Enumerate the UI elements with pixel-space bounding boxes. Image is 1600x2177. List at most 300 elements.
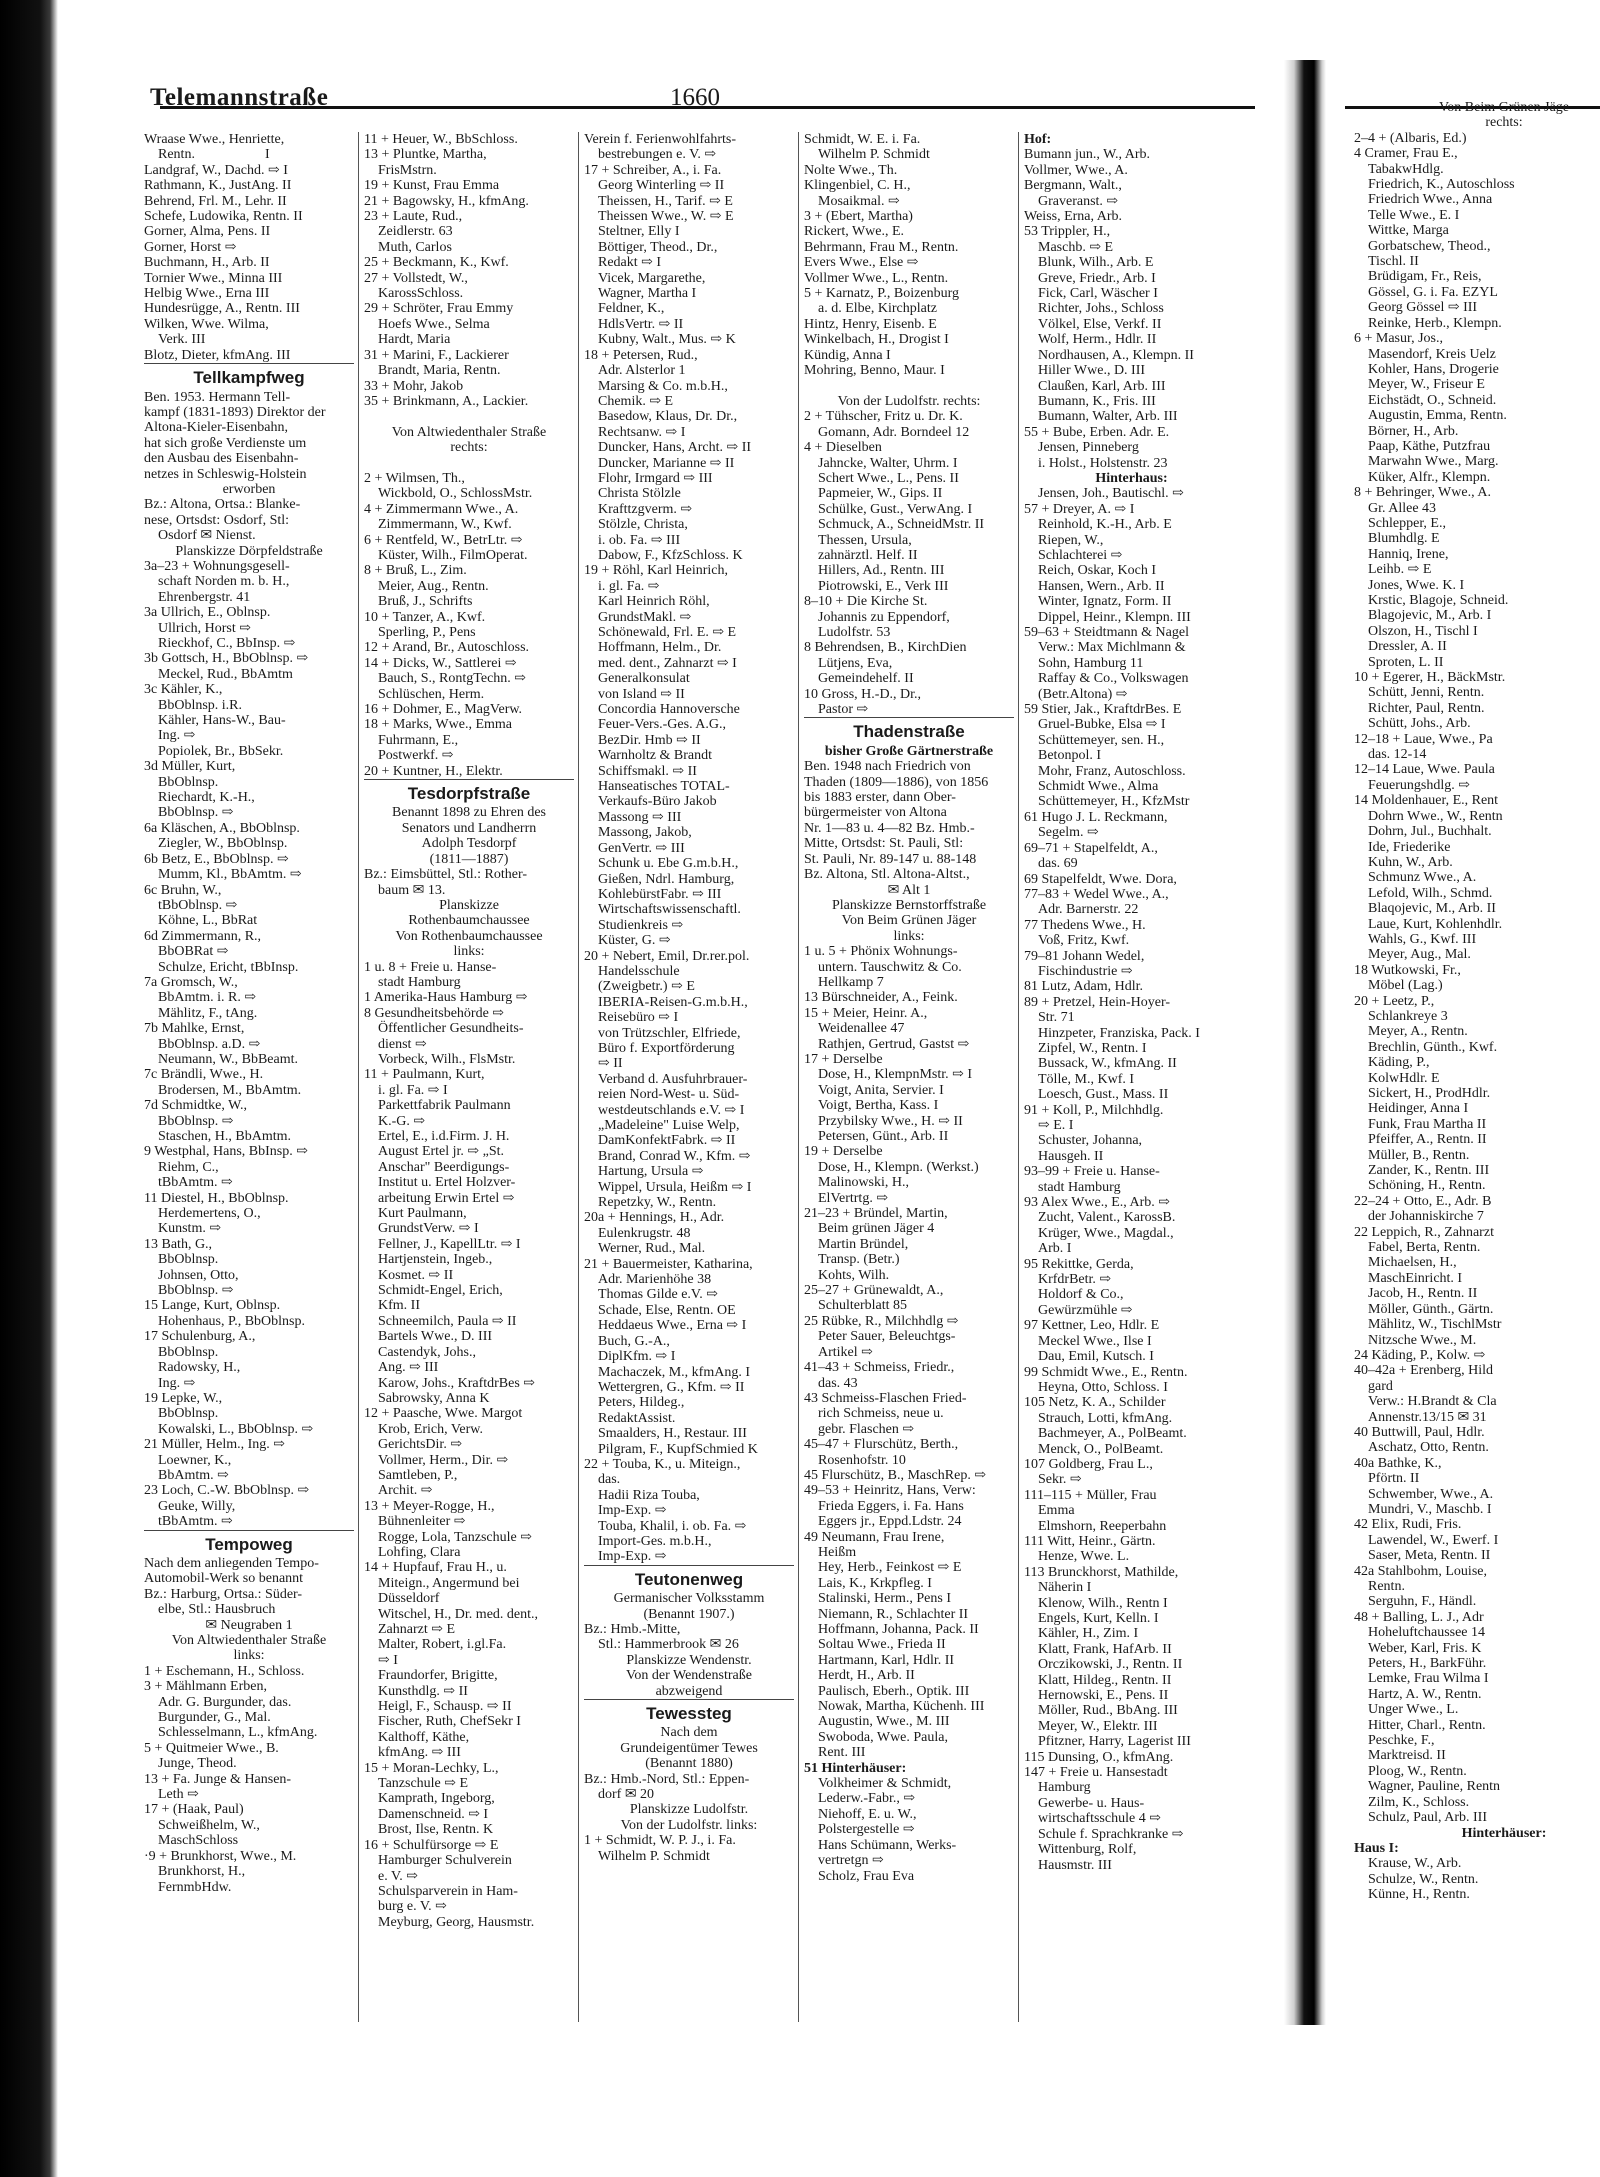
directory-entry: Hof: <box>1024 132 1052 147</box>
directory-entry: 20 + Nebert, Emil, Dr.rer.pol. <box>584 948 750 964</box>
directory-entry: Pilgram, F., KupfSchmied K <box>598 1441 758 1457</box>
directory-entry: 93 Alex Wwe., E., Arb. ⇨ <box>1024 1195 1171 1211</box>
directory-entry: Gewerbe- u. Haus- <box>1038 1795 1145 1811</box>
directory-entry: Hoheluftchaussee 14 <box>1368 1625 1486 1641</box>
directory-entry: Helbig Wwe., Erna III <box>144 286 270 302</box>
directory-entry: Paap, Käthe, Putzfrau <box>1368 438 1491 454</box>
directory-entry: Handelsschule <box>598 963 680 979</box>
directory-entry: 22–24 + Otto, E., Adr. B <box>1354 1193 1492 1209</box>
directory-entry: Lederw.-Fabr., ⇨ <box>818 1791 916 1807</box>
directory-entry: 99 Schmidt Wwe., E., Rentn. <box>1024 1364 1188 1380</box>
directory-entry: Dressler, A. II <box>1368 639 1447 655</box>
directory-entry: Müller, B., Rentn. <box>1368 1147 1470 1163</box>
directory-entry: 14 Moldenhauer, E., Rent <box>1354 793 1499 809</box>
directory-entry: (Betr.Altona) ⇨ <box>1038 686 1128 702</box>
directory-entry: netzes in Schleswig-Holstein <box>144 466 307 482</box>
directory-entry: Heyna, Otto, Schloss. I <box>1038 1379 1168 1395</box>
directory-entry: 42 Elix, Rudi, Fris. <box>1354 1517 1462 1533</box>
directory-entry: Zipfel, W., Rentn. I <box>1038 1040 1147 1056</box>
directory-entry: Schöning, H., Rentn. <box>1368 1178 1486 1194</box>
directory-entry: Gruel-Bubke, Elsa ⇨ I <box>1038 717 1166 733</box>
directory-entry: med. dent., Zahnarzt ⇨ I <box>598 655 737 671</box>
directory-entry: 49–53 + Heinritz, Hans, Verw: <box>804 1483 976 1499</box>
directory-entry: Serguhn, F., Händl. <box>1368 1594 1477 1610</box>
street-heading: Tewessteg <box>584 1699 794 1725</box>
directory-entry: 21 + Bagowsky, H., kfmAng. <box>364 193 529 209</box>
directory-entry: Wraase Wwe., Henriette, <box>144 132 285 147</box>
directory-entry: von Island ⇨ II <box>598 686 685 702</box>
directory-entry: Funk, Frau Martha II <box>1368 1116 1487 1132</box>
directory-entry: Vollmer, Wwe., A. <box>1024 162 1128 178</box>
directory-entry: Peters, Hildeg., <box>598 1395 685 1411</box>
directory-entry: Hamburg <box>1038 1780 1091 1796</box>
directory-entry: Blumhdlg. E <box>1368 531 1440 547</box>
directory-entry: untern. Tauschwitz & Co. <box>818 959 962 975</box>
directory-entry: Rathmann, K., JustAng. II <box>144 178 292 194</box>
directory-entry: 79–81 Johann Wedel, <box>1024 948 1145 964</box>
directory-entry: Ing. ⇨ <box>158 728 196 744</box>
directory-entry: Möller, Günth., Gärtn. <box>1368 1301 1494 1317</box>
directory-entry: Hiller Wwe., D. III <box>1038 363 1146 379</box>
directory-entry: Schlachterei ⇨ <box>1038 547 1123 563</box>
directory-entry: Schütt, Johs., Arb. <box>1368 716 1471 732</box>
directory-entry: 6d Zimmermann, R., <box>144 928 262 944</box>
directory-entry: 48 + Balling, L. J., Adr <box>1354 1609 1484 1625</box>
directory-entry: 3d Müller, Kurt, <box>144 759 236 775</box>
directory-entry: Adr. Alsterlor 1 <box>598 363 686 379</box>
directory-entry: Schütt, Jenni, Rentn. <box>1368 685 1485 701</box>
directory-entry: Richter, Johs., Schloss <box>1038 301 1164 317</box>
directory-entry: Engels, Kurt, Kelln. I <box>1038 1611 1159 1626</box>
directory-entry: Dohrn Wwe., W., Rentn <box>1368 808 1503 824</box>
directory-entry: 3c Kähler, K., <box>144 682 223 698</box>
directory-entry: ✉ Neugraben 1 <box>205 1617 293 1633</box>
directory-entry: Heidinger, Anna I <box>1368 1101 1469 1117</box>
directory-entry: Rentn. <box>1368 1579 1405 1594</box>
directory-entry: wirtschaftsschule 4 ⇨ <box>1038 1811 1161 1827</box>
directory-entry: 59–63 + Steidtmann & Nagel <box>1024 625 1189 640</box>
directory-entry: Wirtschaftswissenschaftl. <box>598 902 741 918</box>
directory-entry: ·9 + Brunkhorst, Wwe., M. <box>144 1848 297 1864</box>
directory-entry: Augustin, Emma, Rentn. <box>1368 408 1507 424</box>
directory-entry: Von Beim Grünen Jäge <box>1439 100 1569 115</box>
directory-entry: bürgermeister von Altona <box>804 805 947 821</box>
directory-entry: Hundesrügge, A., Rentn. III <box>144 301 300 317</box>
directory-entry: Fabel, Berta, Rentn. <box>1368 1240 1481 1256</box>
directory-entry: 40 Buttwill, Paul, Hdlr. <box>1354 1424 1485 1440</box>
directory-entry: Scholz, Frau Eva <box>818 1868 915 1884</box>
directory-entry: Voigt, Bertha, Kass. I <box>818 1098 939 1114</box>
directory-entry: hat sich große Verdienste um <box>144 435 307 451</box>
directory-entry: Tanzschule ⇨ E <box>378 1776 469 1792</box>
directory-entry: das. 69 <box>1038 856 1078 872</box>
directory-entry: Peters, H., BarkFühr. <box>1368 1656 1487 1672</box>
directory-entry: Nach dem <box>660 1725 718 1741</box>
directory-entry: 6b Betz, E., BbOblnsp. ⇨ <box>144 851 289 867</box>
directory-entry: rechts: <box>450 440 488 456</box>
column-4 <box>804 132 1014 2022</box>
directory-entry: 7b Mahlke, Ernst, <box>144 1021 245 1037</box>
directory-entry: Ziegler, W., BbOblnsp. <box>158 836 288 852</box>
directory-entry: Karl Heinrich Röhl, <box>598 594 710 610</box>
directory-entry: Martin Bründel, <box>818 1236 909 1252</box>
directory-entry: ElVertrtg. ⇨ <box>818 1190 889 1206</box>
directory-entry: Ploog, W., Rentn. <box>1368 1763 1467 1779</box>
street-heading: Tesdorpfstraße <box>364 779 574 805</box>
directory-entry: Käding, P., <box>1368 1055 1430 1071</box>
directory-entry: Von Altwiedenthaler Straße <box>391 424 547 440</box>
directory-entry: Ang. ⇨ III <box>378 1360 439 1376</box>
directory-entry: 1 + Schmidt, W. P. J., i. Fa. <box>584 1833 736 1849</box>
directory-entry: tBbAmtm. ⇨ <box>158 1175 233 1191</box>
directory-entry: Schade, Else, Rentn. OE <box>598 1302 736 1318</box>
directory-entry: Planskizze Dörpfeldstraße <box>175 543 323 559</box>
directory-entry: Meier, Aug., Rentn. <box>378 578 489 594</box>
directory-entry: Ben. 1948 nach Friedrich von <box>804 759 971 775</box>
directory-entry: 14 + Dicks, W., Sattlerei ⇨ <box>364 655 517 671</box>
directory-entry: 5 + Karnatz, P., Boizenburg <box>804 286 959 302</box>
directory-entry: 15 Lange, Kurt, Oblnsp. <box>144 1298 281 1314</box>
directory-entry: Annenstr.13/15 ✉ 31 <box>1368 1409 1487 1425</box>
directory-entry: KrfdrBetr. ⇨ <box>1038 1272 1112 1288</box>
directory-entry: Telle Wwe., E. I <box>1368 207 1460 223</box>
directory-entry: 10 Gross, H.-D., Dr., <box>804 686 922 702</box>
directory-entry: Bergmann, Walt., <box>1024 178 1122 194</box>
directory-entry: 21 Müller, Helm., Ing. ⇨ <box>144 1437 286 1453</box>
directory-entry: Orczikowski, J., Rentn. II <box>1038 1657 1183 1673</box>
directory-entry: Heigl, F., Schausp. ⇨ II <box>378 1699 512 1715</box>
directory-entry: (Benannt 1880) <box>645 1756 733 1772</box>
directory-entry: Hellkamp 7 <box>818 974 884 990</box>
directory-entry: 1 u. 5 + Phönix Wohnungs- <box>804 944 958 960</box>
directory-entry: Repetzky, W., Rentn. <box>598 1195 717 1211</box>
directory-entry: 77–83 + Wedel Wwe., A., <box>1024 886 1169 902</box>
directory-entry: 41–43 + Schmeiss, Friedr., <box>804 1360 955 1376</box>
directory-entry: 105 Netz, K. A., Schilder <box>1024 1395 1166 1411</box>
directory-entry: Kunstm. ⇨ <box>158 1221 222 1237</box>
directory-entry: Niemann, R., Schlachter II <box>818 1606 969 1622</box>
directory-entry: Soltau Wwe., Frieda II <box>818 1637 946 1653</box>
directory-entry: Augustin, Wwe., M. III <box>818 1714 950 1730</box>
directory-entry: Bz.: Eimsbüttel, Stl.: Rother- <box>364 867 528 883</box>
directory-entry: Gössel, G. i. Fa. EZYL <box>1368 284 1498 300</box>
directory-entry: Wagner, Pauline, Rentn <box>1368 1779 1501 1795</box>
directory-entry: Segelm. ⇨ <box>1038 825 1099 841</box>
directory-entry: Peter Sauer, Beleuchtgs- <box>818 1329 956 1345</box>
directory-entry: Ehrenbergstr. 41 <box>158 589 251 605</box>
directory-entry: Johannis zu Eppendorf, <box>818 609 950 625</box>
directory-entry: Landgraf, W., Dachd. ⇨ I <box>144 162 288 178</box>
directory-entry: Planskizze <box>439 897 499 913</box>
directory-entry: Jones, Wwe. K. I <box>1368 577 1465 593</box>
directory-entry: 89 + Pretzel, Hein-Hoyer- <box>1024 994 1171 1010</box>
directory-entry: Eggers jr., Eppd.Ldstr. 24 <box>818 1514 962 1530</box>
directory-entry: 12–18 + Laue, Wwe., Pa <box>1354 731 1493 747</box>
directory-entry: Marwahn Wwe., Marg. <box>1368 454 1499 470</box>
directory-entry: Schwember, Wwe., A. <box>1368 1486 1494 1502</box>
directory-entry: ⇨ E. I <box>1038 1118 1074 1133</box>
directory-entry: 69 Stapelfeldt, Wwe. Dora, <box>1024 871 1177 887</box>
directory-entry: ⇨ I <box>378 1652 398 1668</box>
directory-entry: Brunkhorst, H., <box>158 1864 246 1880</box>
directory-entry: BbOblnsp. ⇨ <box>158 1113 234 1129</box>
directory-entry: tBbAmtm. ⇨ <box>158 1514 233 1530</box>
directory-entry: FernmbHdw. <box>158 1879 232 1895</box>
directory-entry: Schule f. Sprachkranke ⇨ <box>1038 1826 1184 1842</box>
street-heading: Thadenstraße <box>804 717 1014 743</box>
directory-entry: Bachmeyer, A., PolBeamt. <box>1038 1426 1187 1442</box>
directory-entry: Wolf, Herm., Hdlr. II <box>1038 332 1157 348</box>
directory-entry: Smaalders, H., Restaur. III <box>598 1426 747 1442</box>
directory-entry: Gomann, Adr. Borndeel 12 <box>818 424 970 440</box>
directory-entry: Küker, Alfr., Klempn. <box>1368 469 1491 485</box>
directory-entry: i. Holst., Holstenstr. 23 <box>1038 455 1168 471</box>
directory-entry: Brand, Conrad W., Kfm. ⇨ <box>598 1148 751 1164</box>
directory-entry: Haus I: <box>1354 1840 1399 1856</box>
directory-entry: St. Pauli, Nr. 89-147 u. 88-148 <box>804 851 977 867</box>
directory-entry: 18 + Marks, Wwe., Emma <box>364 717 512 733</box>
directory-entry: Concordia Hannoversche <box>598 702 740 718</box>
directory-entry: Schneemilch, Paula ⇨ II <box>378 1313 517 1329</box>
directory-entry: Steltner, Elly I <box>598 224 680 240</box>
directory-entry: Hartz, A. W., Rentn. <box>1368 1686 1482 1702</box>
directory-entry: Volkheimer & Schmidt, <box>818 1776 952 1792</box>
directory-entry: 31 + Marini, F., Lackierer <box>364 347 509 363</box>
directory-entry: 53 Trippler, H., <box>1024 224 1111 240</box>
directory-entry: Kähler, H., Zim. I <box>1038 1626 1139 1642</box>
directory-entry: Hintz, Henry, Eisenb. E <box>804 316 937 332</box>
directory-entry: August Ertel jr. ⇨ „St. <box>378 1144 505 1160</box>
directory-entry: 7d Schmidtke, W., <box>144 1098 248 1114</box>
directory-entry: Kubny, Walt., Mus. ⇨ K <box>598 332 736 348</box>
directory-entry: 18 Wutkowski, Fr., <box>1354 962 1461 978</box>
directory-entry: 25 Rübke, R., Milchhdlg ⇨ <box>804 1313 959 1329</box>
directory-entry: Klatt, Hildeg., Rentn. II <box>1038 1672 1172 1688</box>
directory-entry: 57 + Dreyer, A. ⇨ I <box>1024 501 1135 517</box>
directory-entry: Sekr. ⇨ <box>1038 1472 1082 1488</box>
directory-entry: Wittenburg, Rolf, <box>1038 1842 1137 1858</box>
directory-entry: Weidenallee 47 <box>818 1021 905 1037</box>
directory-entry: 20 + Leetz, P., <box>1354 993 1435 1009</box>
directory-entry: Herdemertens, O., <box>158 1206 261 1222</box>
directory-entry: Geuke, Willy, <box>158 1498 236 1514</box>
directory-entry: 20 + Kuntner, H., Elektr. <box>364 763 503 779</box>
directory-entry: 55 + Bube, Erben. Adr. E. <box>1024 424 1170 440</box>
directory-entry: Paulisch, Eberh., Optik. III <box>818 1683 970 1699</box>
directory-entry: Marktreisd. II <box>1368 1748 1446 1764</box>
directory-entry: Wettergren, G., Kfm. ⇨ II <box>598 1379 745 1395</box>
directory-entry: Reinke, Herb., Klempn. <box>1368 315 1502 331</box>
directory-entry: Wilhelm P. Schmidt <box>818 147 930 163</box>
directory-entry: 45 Flurschütz, B., MaschRep. ⇨ <box>804 1467 987 1483</box>
directory-entry: Hans Schümann, Werks- <box>818 1837 957 1853</box>
directory-entry: Mumm, Kl., BbAmtm. ⇨ <box>158 867 302 883</box>
directory-entry: Bartels Wwe., D. III <box>378 1329 493 1345</box>
directory-entry: Bühnenleiter ⇨ <box>378 1514 466 1530</box>
directory-entry: 111–115 + Müller, Frau <box>1024 1487 1157 1503</box>
directory-entry: Schüttemeyer, sen. H., <box>1038 732 1165 748</box>
directory-entry: Gr. Allee 43 <box>1368 500 1437 516</box>
directory-entry: Pfeiffer, A., Rentn. II <box>1368 1132 1487 1148</box>
column-1 <box>144 132 354 2022</box>
directory-entry: Schmunz Wwe., A. <box>1368 870 1477 886</box>
directory-entry: Anschar" Beerdigungs- <box>378 1159 510 1175</box>
directory-entry: Osdorf ✉ Nienst. <box>158 528 256 544</box>
directory-entry: 19 Lepke, W., <box>144 1390 223 1406</box>
directory-entry: Kosmet. ⇨ II <box>378 1267 454 1283</box>
directory-entry: BezDir. Hmb ⇨ II <box>598 732 701 748</box>
directory-entry: 19 + Röhl, Karl Heinrich, <box>584 563 728 579</box>
column-divider <box>358 132 359 2022</box>
directory-entry: a. d. Elbe, Kirchplatz <box>818 301 937 317</box>
directory-entry: Radowsky, H., <box>158 1360 241 1376</box>
directory-entry: links: <box>453 944 485 960</box>
directory-entry: Import-Ges. m.b.H., <box>598 1533 712 1549</box>
directory-entry: (1811—1887) <box>429 851 509 867</box>
directory-entry: 4 Cramer, Frau E., <box>1354 146 1458 162</box>
directory-entry: das. <box>598 1472 621 1488</box>
directory-entry: stadt Hamburg <box>1038 1179 1121 1195</box>
directory-entry: Künne, H., Rentn. <box>1368 1887 1470 1903</box>
directory-entry: GenVertr. ⇨ III <box>598 840 685 856</box>
directory-entry: BbOblnsp. <box>158 1252 219 1268</box>
directory-entry: 12–14 Laue, Wwe. Paula <box>1354 762 1495 778</box>
directory-entry: Fischer, Ruth, ChefSekr I <box>378 1714 521 1730</box>
directory-entry: Bz.: Harburg, Ortsa.: Süder- <box>144 1586 303 1602</box>
directory-entry: Gorner, Horst ⇨ <box>144 239 237 255</box>
directory-entry: Wilken, Wwe. Wilma, <box>144 316 269 332</box>
directory-entry: 42a Stahlbohm, Louise, <box>1354 1563 1487 1579</box>
directory-entry: Saser, Meta, Rentn. II <box>1368 1548 1491 1564</box>
directory-entry: 12 + Arand, Br., Autoschloss. <box>364 640 530 656</box>
directory-entry: Schuster, Johanna, <box>1038 1133 1143 1149</box>
directory-entry: Kohts, Wilh. <box>818 1267 890 1283</box>
directory-entry: 147 + Freie u. Hansestadt <box>1024 1765 1168 1781</box>
directory-entry: Imp-Exp. ⇨ <box>598 1503 667 1519</box>
directory-entry: „Madeleine" Luise Welp, <box>598 1118 740 1133</box>
directory-entry: 22 + Touba, K., u. Miteign., <box>584 1456 741 1472</box>
directory-entry: Christa Stölzle <box>598 486 681 502</box>
street-heading: Tempoweg <box>144 1530 354 1556</box>
directory-entry: 13 Bürschneider, A., Feink. <box>804 990 958 1006</box>
directory-entry: schaft Norden m. b. H., <box>158 574 290 590</box>
directory-entry: Reisebüro ⇨ I <box>598 1010 679 1026</box>
directory-entry: 9 Westphal, Hans, BbInsp. ⇨ <box>144 1144 308 1160</box>
directory-entry: Klingenbiel, C. H., <box>804 178 911 194</box>
directory-entry: Fellner, J., KapellLtr. ⇨ I <box>378 1236 521 1252</box>
directory-entry: Marsing & Co. m.b.H., <box>598 378 728 394</box>
directory-entry: Pastor ⇨ <box>818 702 869 718</box>
directory-entry: ⇨ II <box>598 1056 623 1072</box>
directory-entry: Johnsen, Otto, <box>158 1267 239 1283</box>
directory-entry: Brechlin, Günth., Kwf. <box>1368 1039 1498 1055</box>
directory-entry: Betonpol. I <box>1038 748 1101 764</box>
directory-entry: Bruß, J., Schrifts <box>378 594 473 610</box>
directory-entry: Behrmann, Frau M., Rentn. <box>804 239 959 255</box>
directory-entry: Claußen, Karl, Arb. III <box>1038 378 1166 394</box>
directory-entry: Sperling, P., Pens <box>378 625 476 640</box>
directory-entry: Dau, Emil, Kutsch. I <box>1038 1349 1154 1365</box>
directory-entry: Duncker, Marianne ⇨ II <box>598 455 735 471</box>
directory-entry: Muth, Carlos <box>378 239 452 255</box>
directory-entry: Kalthoff, Käthe, <box>378 1729 470 1745</box>
directory-entry: Schmidt-Engel, Erich, <box>378 1283 503 1299</box>
directory-entry: K.-G. ⇨ <box>378 1113 426 1129</box>
directory-entry: Tornier Wwe., Minna III <box>144 270 283 286</box>
directory-entry: Von der Wendenstraße <box>626 1668 752 1684</box>
directory-entry: Verw.: Max Michlmann & <box>1038 640 1186 656</box>
directory-entry: Karow, Johs., KraftdrBes ⇨ <box>378 1375 536 1391</box>
directory-entry: Meyer, Aug., Mal. <box>1368 947 1471 963</box>
directory-entry: Meyer, A., Rentn. <box>1368 1024 1468 1040</box>
directory-entry: Leihb. ⇨ E <box>1368 562 1432 578</box>
directory-entry: Schönewald, Frl. E. ⇨ E <box>598 625 737 640</box>
directory-entry: Frieda Eggers, i. Fa. Hans <box>818 1498 964 1514</box>
directory-entry: BbOblnsp. a.D. ⇨ <box>158 1036 261 1052</box>
directory-entry: Jahncke, Walter, Uhrm. I <box>818 455 958 471</box>
directory-entry: Rathjen, Gertrud, Gastst ⇨ <box>818 1036 970 1052</box>
directory-entry: Richter, Paul, Rentn. <box>1368 700 1485 716</box>
directory-entry: BbOBRat ⇨ <box>158 944 229 960</box>
directory-entry: Henze, Wwe. L. <box>1038 1549 1130 1565</box>
facing-page-column <box>1354 100 1600 1990</box>
directory-entry: RedaktAssist. <box>598 1410 676 1426</box>
directory-entry: Verein f. Ferienwohlfahrts- <box>584 132 737 147</box>
directory-entry: 8 Gesundheitsbehörde ⇨ <box>364 1005 505 1021</box>
directory-entry: erworben <box>222 481 276 497</box>
directory-entry: Köhne, L., BbRat <box>158 913 258 929</box>
directory-entry: Warnholtz & Brandt <box>598 748 712 764</box>
directory-entry: Hardt, Maria <box>378 332 451 348</box>
directory-entry: Schefe, Ludowika, Rentn. II <box>144 209 303 225</box>
directory-entry: Kohler, Hans, Drogerie <box>1368 361 1499 377</box>
directory-entry: Chemik. ⇨ E <box>598 393 674 409</box>
directory-entry: abzweigend <box>655 1683 723 1699</box>
directory-entry: nese, Ortsdst: Osdorf, Stl: <box>144 512 290 528</box>
directory-entry: Nr. 1—83 u. 4—82 Bz. Hmb.- <box>804 820 975 836</box>
directory-entry: Krafttzgverm. ⇨ <box>598 501 693 517</box>
directory-entry: BbOblnsp. <box>158 1344 219 1360</box>
directory-entry: 40–42a + Erenberg, Hild <box>1354 1363 1494 1379</box>
directory-entry: Schülke, Gust., VerwAng. I <box>818 501 973 517</box>
directory-entry: 25–27 + Grünewaldt, A., <box>804 1283 944 1299</box>
directory-entry: GrundstVerw. ⇨ I <box>378 1221 479 1237</box>
directory-entry: Wippel, Ursula, Heißm ⇨ I <box>598 1179 752 1195</box>
directory-entry: Rieckhof, C., BbInsp. ⇨ <box>158 636 296 651</box>
directory-entry: Michaelsen, H., <box>1368 1255 1457 1271</box>
directory-entry: Vollmer, Herm., Dir. ⇨ <box>378 1452 509 1468</box>
directory-entry: 13 + Fa. Junge & Hansen- <box>144 1771 292 1787</box>
directory-entry: Hoffmann, Helm., Dr. <box>598 640 722 656</box>
directory-entry: Friedrich, K., Autoschloss <box>1368 177 1515 193</box>
directory-entry: Junge, Theod. <box>158 1756 237 1772</box>
directory-entry: 3 + (Ebert, Martha) <box>804 209 913 225</box>
directory-entry: 17 + (Haak, Paul) <box>144 1802 244 1818</box>
directory-entry: Heißm <box>818 1544 857 1560</box>
directory-entry: 115 Dunsing, O., kfmAng. <box>1024 1749 1174 1765</box>
directory-entry: Küster, Wilh., FilmOperat. <box>378 547 528 563</box>
directory-entry: Feuer-Vers.-Ges. A.G., <box>598 717 727 733</box>
directory-entry: Swoboda, Wwe. Paula, <box>818 1729 948 1745</box>
directory-entry: Wahls, G., Kwf. III <box>1368 931 1477 947</box>
directory-entry: Rechtsanw. ⇨ I <box>598 424 686 440</box>
directory-entry: 21 + Bauermeister, Katharina, <box>584 1256 753 1272</box>
directory-entry: Kuhn, W., Arb. <box>1368 854 1453 870</box>
directory-entry: Studienkreis ⇨ <box>598 917 684 933</box>
directory-entry: Mitte, Ortsdst: St. Pauli, Stl: <box>804 836 964 852</box>
directory-entry: Krob, Erich, Verw. <box>378 1421 483 1437</box>
directory-entry: 97 Kettner, Leo, Hdlr. E <box>1024 1318 1160 1334</box>
